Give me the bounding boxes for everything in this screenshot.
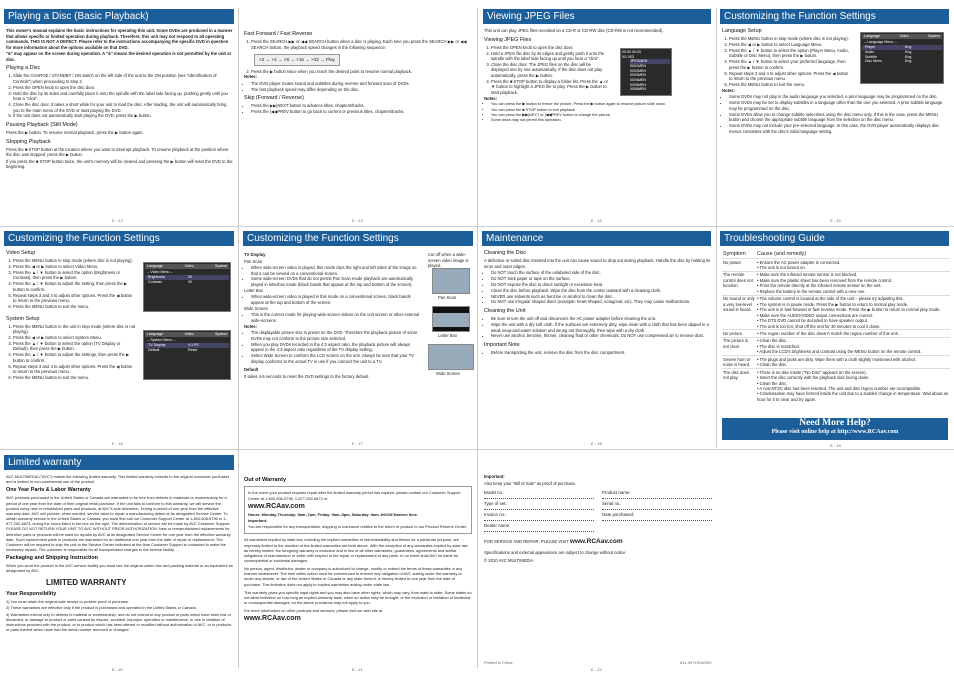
menu-label: Brightness bbox=[148, 275, 165, 280]
page-number: E - 21 bbox=[352, 667, 363, 672]
page-16-body bbox=[6, 250, 136, 381]
list-item: 3) Warranties extend only to defects in material or workmanship, and do not extend to any product or parts which have been lost or discarded, or damage to product or parts caused by misuse, accident, improper operation or maintenance, or use in violation of instructions provided with the product, or to product which has been altered or modified without authorization of AVC, or to products or parts thereof which have had the serial number removed or changed. bbox=[6, 611, 232, 633]
note: • The fast playback speed may differ depending on the disc. bbox=[251, 87, 472, 93]
paragraph: For more information on other products and services, please visit our web site at bbox=[244, 608, 383, 614]
paragraph: You are responsible for any transportation, shipping or insurance relative to the return of product to our Product Returns Center. bbox=[248, 524, 468, 530]
wide-screen-caption: Wide Screen bbox=[436, 371, 460, 376]
list-item: • Press the |◀◀PREV button to go back to current or previous titles, chapters/tracks. bbox=[251, 109, 472, 115]
paragraph: When you send the product to the AVC service facility you must use the original carton box and packing material or an equivalent as designated by AVC. bbox=[6, 563, 233, 574]
list-item: • Some wide-screen DVDs that do not permit Pan Scan mode playback are automatically played in letterbox mode (black bands that appear at the top and bottom of the screen). bbox=[251, 276, 424, 287]
speed-sequence: ×2 → ×4 → ×8 → ×16 → ×32 → Play bbox=[254, 54, 340, 66]
step: 5. Repeat steps 3 and 4 to adjust other options. Press the ◀ button to return to the previous menu. bbox=[729, 71, 850, 82]
tab-language: Language bbox=[147, 332, 163, 336]
section-title: Fast Forward / Fast Reverse bbox=[244, 31, 313, 37]
list-item: 2) These warranties are effective only if the product is purchased and operated in the United States or Canada. bbox=[6, 605, 197, 611]
paragraph: Press the ▶ button. To resume normal playback, press the ▶ button again. bbox=[6, 130, 144, 136]
section-title: Cleaning the Unit bbox=[484, 307, 526, 314]
notes-label: Notes: bbox=[244, 74, 258, 80]
skip-list bbox=[244, 103, 472, 114]
list-item: • When wide-screen video is played, this mode clips the right and left sides of the image so that it can be viewed on a conventional screen. bbox=[251, 265, 424, 276]
table-row bbox=[722, 356, 950, 369]
section-title: Video Setup bbox=[6, 250, 36, 256]
menu-tabs bbox=[862, 34, 942, 39]
step: 4. Press the ■ STOP button to display a folder list. Press the ▲ or ▼ button to highlight a JPEG file to play. Press the ▶ button to start playback. bbox=[491, 79, 609, 96]
letter-box-illustration bbox=[432, 306, 470, 332]
page-number: E - 17 bbox=[352, 441, 363, 446]
menu-row bbox=[862, 59, 942, 64]
folder-item: JPEGMEN bbox=[630, 59, 670, 64]
section-title: Cleaning the Disc bbox=[484, 250, 527, 256]
jpeg-browser-screen bbox=[620, 48, 672, 96]
page-number: E - 19 bbox=[830, 443, 841, 448]
paragraph: Also keep your "Bill of Sale" as proof of purchase. bbox=[484, 480, 577, 486]
website-link[interactable]: www.RCAav.com bbox=[244, 615, 301, 623]
page-number: E - 20 bbox=[112, 667, 123, 672]
tab-system: System bbox=[215, 332, 227, 336]
table-header bbox=[722, 250, 950, 259]
troubleshooting-table bbox=[722, 250, 950, 403]
hours-text: Hours: Monday-Thursday: 9am–7pm, Friday: 9am–5pm, Saturday: 9am–NOON Eastern time. bbox=[248, 511, 418, 517]
menu-label: Default bbox=[148, 348, 160, 353]
section-title: Pausing Playback (Still Mode) bbox=[6, 121, 78, 128]
cause: • Ensure the AC power adapter is connected. • The unit is not turned on. bbox=[756, 259, 950, 272]
menu-tabs bbox=[145, 264, 229, 269]
subsection-title: Pan Scan bbox=[244, 258, 263, 264]
printed-in: Printed in China bbox=[484, 660, 513, 665]
paragraph: No person, agent, distributor, dealer or company is authorized to change, modify or extend the terms of these warranties in any manner whatsoever. The time within action must be commenced to enforce any obligation of AVC arising under the warranty or under any statute, or law of the United States or Canada or any state thereof, is hereby limited to one year from the date of purchase. This limitation does not apply to implied warranties arising under state law. bbox=[244, 566, 463, 587]
page-21-body bbox=[244, 474, 472, 625]
cause: • There is no disc inside ("No Disc" appears on the screen). • Insert the disc correctly with the playback side facing down. • Clean the disc. • A non-NTSC disc has been inserted. The unit and disc region number are incompatible. • Condensation may have formed inside the unit due to a sudden change in temperature. Wait about an hour for it to clear and try again. bbox=[757, 369, 949, 402]
video-menu-screen bbox=[143, 262, 231, 312]
subsection-title: Letter Box bbox=[244, 287, 264, 293]
step: 4. Press the ▲ / ▼ button to adjust the setting, then press the ▶ button to confirm. bbox=[13, 281, 136, 292]
section-title: Viewing JPEG Files bbox=[484, 36, 532, 43]
file-item: 0006MEN bbox=[630, 87, 646, 92]
tab-video: Video bbox=[184, 332, 194, 336]
out-of-warranty-box bbox=[244, 486, 472, 534]
table-row bbox=[722, 369, 950, 403]
cause: • The plugs and jacks are dirty. Wipe them with a cloth slightly moistened with alcohol. • Clean the disc. bbox=[756, 356, 950, 369]
limited-warranty-heading: LIMITED WARRANTY bbox=[46, 577, 127, 587]
step-list bbox=[722, 36, 850, 87]
page-number: E - 22 bbox=[591, 667, 602, 672]
menu-label: Subtitle bbox=[865, 54, 877, 59]
website-link[interactable]: www.RCAav.com bbox=[569, 538, 623, 546]
list-item: • Wipe the unit with a dry soft cloth. If the surfaces are extremely dirty, wipe clean with a cloth that has been dipped in a weak soap-and-water solution and wrung out thoroughly, then wipe with a dry cloth. bbox=[491, 322, 712, 333]
default-title: Default bbox=[244, 367, 259, 373]
step-list bbox=[244, 39, 472, 50]
list-item: • Be sure to turn the unit off and disconnect the AC power adapter before cleaning the unit. bbox=[491, 316, 712, 322]
screen-time: 00:00 00:00 bbox=[622, 50, 641, 54]
page-14-header: Viewing JPEG Files bbox=[483, 9, 711, 24]
notes-label: Notes: bbox=[484, 95, 498, 101]
note: • Some DVDs may not play in the audio language you selected. A prior language may be programmed on the disc. bbox=[729, 94, 950, 100]
menu-title: -- Video Menu -- bbox=[147, 269, 173, 274]
note: • When you play DVDs recorded in the 4:3 aspect ratio, the playback picture will always appear in the 4:3 aspect ratio regardless of the TV display setting. bbox=[251, 342, 424, 353]
page-18-header: Maintenance bbox=[482, 231, 711, 246]
symptom: No sound or only a very low-level sound is heard. bbox=[722, 295, 756, 330]
section-title: Your Responsibility bbox=[6, 591, 57, 598]
tab-system: System bbox=[215, 264, 227, 268]
note: • Some DVDs allow you to change subtitle selections using the disc menu only. If this is the case, press the MENU button and choose the appropriate subtitle language from the selection on the disc menu. bbox=[729, 112, 950, 123]
menu-value: Eng bbox=[905, 59, 912, 64]
step-list bbox=[484, 45, 609, 96]
page-17-body bbox=[244, 252, 424, 380]
list bbox=[244, 294, 424, 305]
intro-text: This unit can play JPEG files recorded on a CD-R or CD-RW disc (CD-RW is not recommended). bbox=[484, 28, 664, 33]
help-link[interactable]: Please visit online help at http://www.RCAav.com bbox=[771, 429, 899, 435]
screen-count: 0/1 003 bbox=[622, 54, 634, 59]
page-number: E - 18 bbox=[591, 441, 602, 446]
important-label: Important: bbox=[484, 474, 505, 479]
step: 1. Press the OPEN knob to open the disc door. bbox=[491, 45, 609, 51]
note: • You can press the ▶▶|NEXT or |◀◀PREV button to change the picture. bbox=[491, 113, 712, 118]
step: 1. Press the MENU button in stop mode (where disc is not playing). bbox=[13, 258, 136, 264]
step: 1. Press the MENU button in the unit in stop mode (where disc is not playing). bbox=[13, 324, 136, 335]
menu-value: Eng bbox=[905, 50, 912, 55]
product-name-field[interactable]: Product name: bbox=[602, 490, 712, 499]
note: • Some DVDs may not include your pre-selected language. In this case, the DVD player automatically displays disc menus consistent with the disc's initial language setting. bbox=[729, 123, 950, 134]
list-item: • Clean the disc before playback. Wipe the disc from the center outward with a cleaning cloth. bbox=[491, 288, 712, 294]
intro-text: AVC MULTIMEDIA ("AVC") makes the following limited warranty. This limited warranty extends to the original consumer purchaser and is limited to non-commercial use of the product. bbox=[6, 474, 230, 485]
section-title: Language Setup bbox=[722, 28, 762, 34]
notes-label: Notes: bbox=[244, 323, 258, 329]
page-number: E - 16 bbox=[112, 441, 123, 446]
step: 2. Press the ◀ or ▶ button to select System Menu. bbox=[13, 335, 136, 341]
list-item: • Press the ▶▶|NEXT button to advance titles, chapters/tracks. bbox=[251, 103, 472, 109]
website-link[interactable]: www.RCAav.com bbox=[248, 502, 305, 510]
menu-row bbox=[145, 280, 229, 285]
note: • Some discs may not permit this operation. bbox=[491, 118, 712, 123]
menu-label: Disc Menu bbox=[865, 59, 882, 64]
symptom: No power. bbox=[722, 259, 756, 272]
tab-language: Language bbox=[864, 34, 880, 38]
step: 3. Close the disc door. The JPEG files on the disc will be displayed one by one automatically. If the disc does not play automatically, press the ▶ button. bbox=[491, 62, 609, 79]
note: • The displayable picture size is preset on the DVD. Therefore the playback picture of some DVDs may not conform to the picture size selected. bbox=[251, 330, 424, 341]
step: 2. Press the ◀ or ▶ button to select Language Menu. bbox=[729, 42, 850, 48]
tab-video: Video bbox=[899, 34, 909, 38]
menu-row bbox=[145, 348, 229, 353]
menu-label: Player bbox=[865, 45, 876, 50]
paragraph: This warranty gives you specific legal rights and you may also have other rights, which may vary, from state to state. Some states do not allow limitation on how long an implied warranty lasts, when an action may be brought, or the exclusion or limitation of incidental or consequential damages, so the above provisions may not apply to you. bbox=[244, 589, 472, 606]
symptom: The picture is not clear. bbox=[722, 337, 756, 355]
paragraph: It takes 4-5 seconds to reset the DVD settings to the factory default. bbox=[244, 373, 370, 379]
list bbox=[484, 316, 712, 339]
note: • Some DVDs may be set to display subtitles in a language other than the one you selected. A prior subtitle language may be programmed on the disc. bbox=[729, 100, 950, 111]
menu-label: Contrast bbox=[148, 280, 162, 285]
page-number: E - 15 bbox=[830, 218, 841, 223]
copyright: © 2010 AVC MULTIMEDIA bbox=[484, 558, 534, 564]
notes-list bbox=[484, 102, 712, 123]
list-item: • Before transporting the unit, remove the disc from the disc compartment. bbox=[491, 350, 712, 356]
page-number: E - 13 bbox=[352, 218, 363, 223]
step-list bbox=[244, 69, 472, 75]
step: 6. Press the MENU button to exit the menu. bbox=[729, 82, 850, 88]
symptom: Severe hum or noise is heard. bbox=[722, 356, 756, 369]
spec-note: Specifications and external appearance are subject to change without notice. bbox=[484, 549, 627, 555]
step: 4. Press the ▲ / ▼ button to select your preferred language, then press the ▶ button to confirm. bbox=[729, 59, 850, 70]
type-of-set-field[interactable]: Type of set: bbox=[484, 501, 594, 510]
step: 3. Hold the disc by its sides and carefully place it onto the spindle with the label side facing up, pushing gently until you hear a "click". bbox=[13, 91, 234, 102]
tv-display-title: TV Display bbox=[244, 252, 266, 257]
column-header: Cause (and remedy) bbox=[757, 250, 807, 257]
column-header: Symptom bbox=[723, 250, 746, 257]
section-title: Stopping Playback bbox=[6, 138, 51, 145]
paragraph: In the event your product requires repair after the limited warranty period has expired, please contact our Customer Support Center at 1-800-506-5796, 1-877-252-6873 or bbox=[248, 490, 461, 501]
menu-tabs bbox=[145, 332, 229, 337]
menu-label: TV Display bbox=[148, 343, 166, 348]
step-list bbox=[6, 258, 136, 309]
page-12-header: Playing a Disc (Basic Playback) bbox=[4, 9, 234, 24]
paragraph: AVC products purchased in the United States or Canada are warranted to be free from defects in materials or workmanship for a period of one year from the date of their original retail purchase. If the unit fails to conform to this warranty, we will service the product using new or refurbished parts and products, at AVC's sole discretion. During a period of one year from the effective warranty date, AVC will provide, when needed, service labor to repair a manufacturing defect at its designated Service Center. To obtain warranty service in the United States or Canada, you must first call our Customer Support Center at 1-800-506-5796 or 1-877-252-6873, during the hours listed in the box on the right. The determination of service will be made by AVC Customer Support. PLEASE DO NOT RETURN YOUR UNIT TO AVC WITHOUT PRIOR AUTHORIZATION. New or remanufactured replacements for defective parts or products will be used for repairs by AVC at its designated Service Center for one year from the effective warranty date. Such replacement parts or products are warranted for an additional one year from the date of repair or replacement. The Customer will be required to ship the unit to the Service Center indicated at the time Customer Support is contacted to make the necessary repairs. The customer is responsible for all transportation charges to the service facility. bbox=[6, 495, 231, 552]
menu-value: 4:3 PS bbox=[188, 343, 199, 348]
menu-value: 00 bbox=[188, 280, 192, 285]
notes-list bbox=[722, 94, 950, 134]
language-menu-screen bbox=[860, 32, 944, 84]
cause: • The volume control is located at the side of the unit – please try adjusting this. • The system is in pause mode. Press the ▶ button to return to normal play mode. • The unit is in fast-forward or fast-reverse mode. Press the ▶ button to return to normal play mode. • Make sure the AUDIO/VIDEO output connections are correct. • The DTS DVD cannot be decoded to have speaker output. • The unit is too hot, shut off the unit for 30 minutes to cool it down. bbox=[756, 295, 950, 330]
file-item: 0003MEN bbox=[630, 73, 646, 78]
step: 4. Close the disc door. It takes a short while for your unit to load the disc. After loading, the unit will automatically bring you to the main menu of the DVD or start playing the DVD. bbox=[13, 102, 234, 113]
page-18-body bbox=[484, 250, 712, 356]
note: • You can press the ■ STOP button to exit playback. bbox=[491, 108, 712, 113]
step: 2. Hold a JPEG file disc by its edges and gently push it onto the spindle with the label side facing up until you hear a "click". bbox=[491, 51, 609, 62]
step: 2. Press the ▶ button twice when you reach the desired point to resume normal playback. bbox=[251, 69, 472, 75]
step: 3. Press the ▲ / ▼ button to select the option (Player Menu, Audio, Subtitle or Disc Menu), then press the ▶ button. bbox=[729, 48, 850, 59]
file-item: 0005MEN bbox=[630, 82, 646, 87]
page-12-body bbox=[6, 28, 234, 171]
tab-language: Language bbox=[147, 264, 163, 268]
table-row bbox=[722, 330, 950, 337]
list-item: • When wide-screen video is played in this mode on a conventional screen, black bands appear at the top and bottom of the screen. bbox=[251, 294, 424, 305]
symptom: No picture. bbox=[722, 330, 756, 337]
menu-value: 00 bbox=[188, 275, 192, 280]
invoice-no-field[interactable]: Invoice no.: bbox=[484, 512, 594, 521]
list-item: • Do NOT expose the disc to direct sunlight or excessive heat. bbox=[491, 282, 712, 288]
list-item: • Do NOT use irregular shaped discs (example: heart-shaped, octagonal, etc). They may cause malfunctions. bbox=[491, 299, 712, 305]
menu-title: -- Language Menu -- bbox=[864, 39, 897, 44]
list-item: 1) You must retain the original sale receipt to provide proof of purchase. bbox=[6, 599, 130, 605]
symptom: The remote control does not function. bbox=[722, 271, 756, 295]
system-menu-screen bbox=[143, 330, 231, 380]
table-row bbox=[722, 295, 950, 330]
intro-text: This owner's manual explains the basic instructions for operating this unit. Some DVDs are produced in a manner that allows specific or limited operation during playback. Therefore, this unit may not respond to all operating commands. THIS IS NOT A DEFECT. Please refer to the instructions accompanying the specific DVD in question for more information about the options available on that DVD. bbox=[6, 28, 233, 50]
step-list bbox=[6, 73, 234, 119]
section-title: Packaging and Shipping Instruction bbox=[6, 555, 98, 562]
step: 1. Press the MENU button in stop mode (where disc is not playing). bbox=[729, 36, 850, 42]
service-line bbox=[484, 538, 712, 547]
menu-title: -- System Menu -- bbox=[147, 337, 176, 342]
page-number: E - 12 bbox=[112, 218, 123, 223]
help-banner bbox=[722, 418, 948, 440]
cause: • Make sure the infrared remote sensor is not blocked. • Make sure the plastic sheet has been removed from the remote control. • Point the remote directly at the infrared remote sensor on the unit. • Replace the battery in the remote control with a new one. bbox=[756, 271, 950, 295]
dealer-name-field[interactable]: Dealer name: bbox=[484, 523, 594, 532]
page-15-header: Customizing the Function Settings bbox=[720, 9, 949, 24]
step: 3. Press the ▲ / ▼ button to select the option (Brightness or Contrast), then press the ▶ button. bbox=[13, 270, 136, 281]
list bbox=[484, 270, 712, 305]
page-13-body bbox=[244, 28, 472, 115]
note: • Select Wide Screen to conform the LCD screen on the unit. Always be sure that your TV display conforms to the actual TV in use if you connect the unit to a TV. bbox=[251, 353, 424, 364]
page-14-body bbox=[484, 28, 712, 124]
file-list bbox=[630, 59, 670, 92]
wide-screen-illustration bbox=[428, 344, 474, 370]
step: 6. Press the MENU button to exit the menu. bbox=[13, 304, 136, 310]
table-row bbox=[722, 259, 950, 272]
symptom: The disc does not play. bbox=[722, 369, 756, 403]
notes-list bbox=[244, 330, 424, 364]
page-20-body bbox=[6, 474, 234, 633]
section-title: System Setup bbox=[6, 315, 40, 322]
cutoff-caption: Cut off when a wide-screen video image is played. bbox=[428, 252, 469, 269]
subsection-title: Wide Screen bbox=[244, 305, 268, 311]
page-17-header: Customizing the Function Settings bbox=[243, 231, 473, 246]
notes-list bbox=[244, 81, 472, 92]
step: 5. Repeat steps 3 and 4 to adjust other options. Press the ◀ button to return to the previous menu. bbox=[13, 364, 136, 375]
note: • You can press the ▶ button to freeze the picture. Press the ▶ button again to resume picture slide show. bbox=[491, 102, 712, 107]
date-purchased-field[interactable]: Date purchased: bbox=[602, 512, 712, 521]
menu-label: Audio bbox=[865, 50, 875, 55]
help-title: Need More Help? bbox=[799, 418, 871, 428]
serial-no-field[interactable]: Serial no.: bbox=[602, 501, 712, 510]
section-title: Playing a Disc bbox=[6, 65, 41, 72]
cause: • Clean the disc. • The disc is scratched. • Adjust the LCD's brightness and contrast using the MENU button on the remote control. bbox=[756, 337, 950, 355]
page-22-body bbox=[484, 474, 712, 565]
list bbox=[244, 312, 424, 323]
part-code: 811-907191W030 bbox=[680, 660, 712, 665]
cause: • The region number of the disc doesn't match the region number of this unit. bbox=[756, 330, 950, 337]
letter-box-caption: Letter Box bbox=[438, 333, 458, 338]
paragraph: If you press the ■ STOP button twice, the unit's memory will be cleared and pressing the ▶ button will reset the DVD to the beginning. bbox=[6, 158, 233, 170]
service-text: FOR SERVICE AND REPAIR, PLEASE VISIT bbox=[484, 539, 569, 545]
paragraph: All warranties implied by state law, including the implied warranties of merchantability and fitness for a particular purpose, are expressly limited to the duration of the limited warranties set forth above. With the exception of any warranties implied by state law as hereby limited, the foregoing warranty is exclusive and in lieu of all other warranties, guarantees, agreements and similar obligations of manufacturer or seller with respect to the repair or replacement of any parts. In no event shall AVC be liable for consequential or incidental damages. bbox=[244, 537, 468, 564]
section-title: Out of Warranty bbox=[244, 477, 287, 483]
file-item: 0004MEN bbox=[630, 78, 646, 83]
tab-video: Video bbox=[184, 264, 194, 268]
list-item: • Do NOT stick paper or tape on the surface. bbox=[491, 276, 712, 282]
list-item: • NEVER use solvents such as benzine or alcohol to clean the disc. bbox=[491, 294, 712, 300]
list-item: • Never use alcohol, benzine, thinner, cleaning fluid or other chemicals. Do NOT use compressed air to remove dust. bbox=[491, 333, 712, 339]
step: 4. Press the ▲ / ▼ button to adjust the settings, then press the ▶ button to confirm. bbox=[13, 352, 136, 363]
table-row bbox=[722, 337, 950, 355]
step: 5. Repeat steps 3 and 4 to adjust other options. Press the ◀ button to return to the previous menu. bbox=[13, 293, 136, 304]
tab-system: System bbox=[928, 34, 940, 38]
purchase-record-form bbox=[484, 490, 712, 534]
pan-scan-illustration bbox=[432, 268, 470, 294]
step-list bbox=[6, 324, 136, 381]
menu-value: Eng bbox=[905, 45, 912, 50]
step: 2. Press the ◀ or ▶ button to select Video Menu. bbox=[13, 264, 136, 270]
section-title: One Year Parts & Labor Warranty bbox=[6, 487, 91, 494]
paragraph: Press the ■ STOP button at the location where you want to interrupt playback. To resume playback at the position where the disc was stopped, press the ▶ button. bbox=[6, 146, 229, 158]
step: 5. If the unit does not automatically start playing the DVD, press the ▶ button. bbox=[13, 113, 234, 119]
notes-label: Notes: bbox=[722, 87, 736, 93]
intro-note: "⦸" may appear on the screen during operation. A "⦸" means the desired operation is not permitted by the unit or disc. bbox=[6, 51, 232, 62]
file-item: 0001MEN bbox=[630, 64, 646, 69]
menu-value: Reset bbox=[188, 348, 198, 353]
page-number: E - 14 bbox=[591, 218, 602, 223]
step: 2. Press the OPEN knob to open the disc door. bbox=[13, 85, 234, 91]
page-16-header: Customizing the Function Settings bbox=[4, 231, 234, 246]
pan-scan-caption: Pan Scan bbox=[438, 295, 457, 300]
file-item: 0002MEN bbox=[630, 68, 646, 73]
step: 3. Press the ▲ / ▼ button to select the option (TV Display or Default), then press the ▶ button. bbox=[13, 341, 136, 352]
note: • The DVD player mutes sound and subtitles during reverse and forward scan of DVDs. bbox=[251, 81, 472, 87]
paragraph: A defective or soiled disc inserted into the unit can cause sound to drop out during playback. Handle the disc by holding its inner and outer edges. bbox=[484, 258, 711, 269]
page-20-header: Limited warranty bbox=[4, 455, 234, 470]
important-label: Important: bbox=[248, 518, 268, 524]
list-item: • Do NOT touch the surface of the unlabeled side of the disc. bbox=[491, 270, 712, 276]
list bbox=[244, 265, 424, 287]
section-title: Skip (Forward / Reverse) bbox=[244, 95, 304, 102]
menu-value: Eng bbox=[905, 54, 912, 59]
table-row bbox=[722, 271, 950, 295]
list bbox=[484, 350, 712, 356]
model-no-field[interactable]: Model no.: bbox=[484, 490, 594, 499]
step: 1. Slide the CHARGE / STANDBY / ON switch on the left side of the unit to the ON position (see "Identification of Controls") when proceeding to step 2. bbox=[13, 73, 234, 84]
list-item: • This is the correct mode for playing wide-screen videos on the unit screen or other external wide-screens. bbox=[251, 312, 424, 323]
step: 1. Press the SEARCH ▶▶ or ◀◀ SEARCH button when a disc is playing. Each time you press the SEARCH ▶▶ or ◀◀ SEARCH button, the playback speed changes in the following sequence: bbox=[251, 39, 472, 50]
step: 6. Press the MENU button to exit the menu. bbox=[13, 375, 136, 381]
page-19-header: Troubleshooting Guide bbox=[720, 231, 949, 246]
section-title: Important Note bbox=[484, 341, 520, 348]
